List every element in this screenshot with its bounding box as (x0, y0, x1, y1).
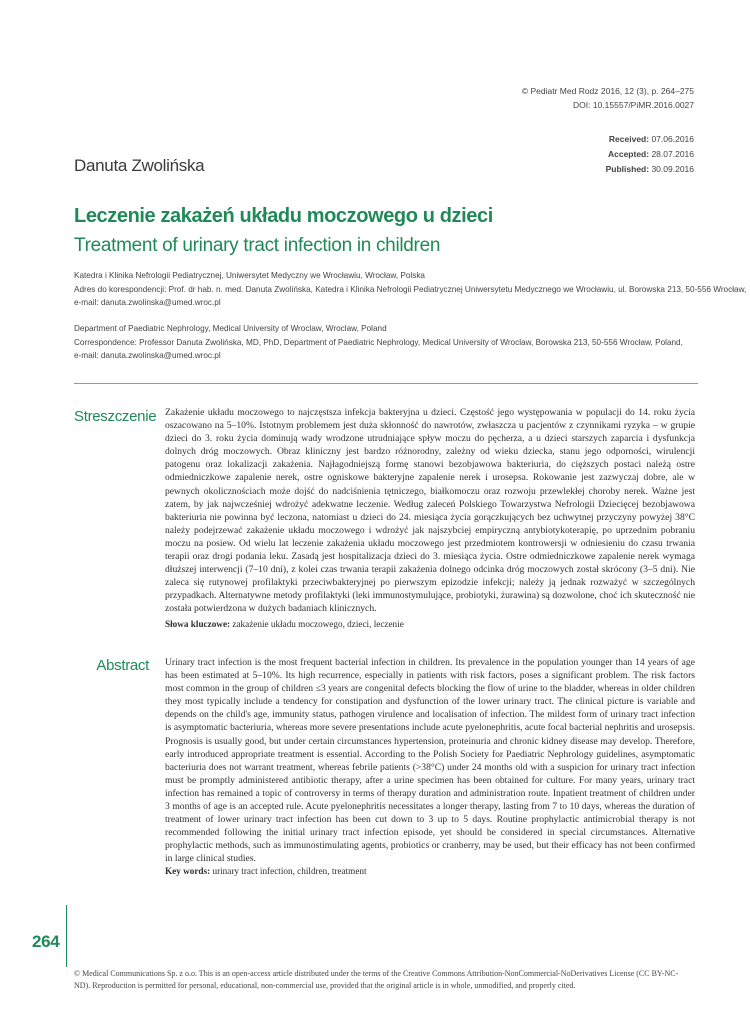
received-date: 07.06.2016 (651, 134, 694, 144)
page-number: 264 (32, 932, 60, 951)
doi: DOI: 10.15557/PiMR.2016.0027 (573, 100, 694, 110)
published-date-line (606, 162, 694, 177)
citation-block (522, 84, 694, 112)
divider (74, 383, 698, 384)
streszczenie-heading: Streszczenie (74, 408, 157, 425)
received-date-line (606, 132, 694, 147)
keywords-polish (165, 619, 695, 629)
journal-citation: © Pediatr Med Rodz 2016, 12 (3), p. 264–275 (521, 86, 694, 96)
keywords-label: Key words: (165, 866, 211, 876)
streszczenie-text: Zakażenie układu moczowego to najczęstsza infekcja bakteryjna u dzieci. Częstość jego występowania w populacji do 14. roku życia oszacowano na 5–10%. Istotnym problemem jest duża skłonność do nawrotów, zwłaszcza u pacjentów z czynnikami ryzyka – w grupie dzieci do 3. roku życia dominują wady wrodzone utrudniające spływ moczu do pęcherza, a u dzieci starszych zaparcia i dysfunkcja dolnych dróg moczowych. Obraz kliniczny jest bardzo różnorodny, zależny od wieku dziecka, stanu jego odporności, wirulencji patogenu oraz lokalizacji zakażenia. Najłagodniejszą formę stanowi bezobjawowa bakteriuria, do cięższych postaci należą ostre odmiedniczkowe zapalenie nerek, ostre ogniskowe bakteryjne zapalenie nerek i urosepsa. Rokowanie jest zazwyczaj dobre, ale w pewnych okolicznościach może dojść do nadciśnienia tętniczego, białkomoczu oraz rozwoju przewlekłej choroby nerek. Ważne jest zatem, by jak najwcześniej wdrożyć adekwatne leczenie. Według zaleceń Polskiego Towarzystwa Nefrologii Dziecięcej bezobjawowa bakteriuria nie powinna być leczona, natomiast u dzieci do 24. miesiąca życia gorączkujących bez uchwytnej przyczyny powyżej 38°C należy podejrzewać zakażenie układu moczowego i wdrożyć jak najszybciej empiryczną antybiotykoterapię, po uprzednim pobraniu moczu na posiew. Od wielu lat leczenie zakażenia układu moczowego jest przedmiotem kontrowersji w odniesieniu do czasu trwania terapii oraz drogi podania leku. Zasadą jest hospitalizacja dzieci do 3. miesiąca życia. Ostre odmiedniczkowe zapalenie nerek wymaga dłuższej interwencji (7–10 dni), z kolei czas trwania terapii zakażenia dolnego odcinka dróg moczowych został skrócony (3–5 dni). Nie zaleca się rutynowej profilaktyki przeciwbakteryjnej po pierwszym epizodzie infekcji; należy ją jednak rozważyć w szczególnych przypadkach. Alternatywne metody profilaktyki (leki immunostymulujące, probiotyki, żurawina) są dozwolone, choć ich skuteczność nie została potwierdzona w dużych badaniach klinicznych. (165, 407, 695, 615)
abstract-text: Urinary tract infection is the most frequent bacterial infection in children. Its prevalence in the population younger than 14 years of age has been estimated at 5–10%. Its high recurrence, especially in patients with risk factors, poses a significant problem. The risk factors most common in the group of children ≤3 years are congenital defects blocking the flow of urine to the bladder, whereas in older children they most typically include a tendency for constipation and dysfunction of the lower urinary tract. The clinical picture is variable and depends on the child's age, immunity status, pathogen virulence and localisation of infection. The mildest form of urinary tract infection is asymptomatic bacteriuria, whereas more severe presentations include acute pyelonephritis, acute focal bacterial nephritis and urosepsis. Prognosis is usually good, but under certain circumstances hypertension, proteinuria and chronic kidney disease may develop. Therefore, early introduced appropriate treatment is essential. According to the Polish Society for Paediatric Nephrology guidelines, asymptomatic bacteriuria does not warrant treatment, whereas febrile patients (>38°C) under 24 months old with a suspicion for urinary tract infection must be promptly administered antibiotic therapy, after a urine specimen has been obtained for culture. For many years, urinary tract infection has remained a topic of controversy in terms of therapy duration and administration route. Inpatient treatment of children under 3 months of age is an accepted rule. Acute pyelonephritis necessitates a longer therapy, lasting from 7 to 10 days, whereas the duration of treatment of lower urinary tract infection has been cut down to 3 up to 5 days. Routine prophylactic antimicrobial therapy is not recommended following the initial urinary tract infection episode, yet should be considered in special circumstances. Alternative prophylactic methods, such as immunostimulating agents, probiotics or cranberry, may be used, but their efficacy has not been confirmed in large clinical studies. (165, 657, 695, 865)
correspondence-line: Correspondence: Professor Danuta Zwolińska, MD, PhD, Department of Paediatric Nephrology, Medical University of Wroclaw, Borowska 213, 50-556 Wrocław, Poland, (74, 337, 683, 347)
correspondence-line: Adres do korespondencji: Prof. dr hab. n. med. Danuta Zwolińska, Katedra i Klinika Nefrologii Pediatrycznej Uniwersytetu Medycznego we Wrocławiu, ul. Borowska 213, 50-556 Wrocław, (74, 284, 747, 294)
affiliation-english (74, 322, 683, 363)
received-label: Received: (608, 134, 650, 144)
keywords-label: Słowa kluczowe: (165, 619, 231, 629)
abstract-heading: Abstract (96, 657, 149, 674)
affiliation-line: Department of Paediatric Nephrology, Medical University of Wroclaw, Wroclaw, Poland (74, 324, 387, 333)
accepted-date: 28.07.2016 (651, 149, 694, 159)
keywords-value: urinary tract infection, children, treatment (212, 866, 367, 876)
email-line: e-mail: danuta.zwolinska@umed.wroc.pl (74, 351, 221, 360)
accepted-label: Accepted: (607, 149, 650, 159)
affiliation-line: Katedra i Klinika Nefrologii Pediatrycznej, Uniwersytet Medyczny we Wrocławiu, Wrocław, Polska (74, 271, 425, 280)
accepted-date-line (606, 147, 694, 162)
keywords-english (165, 866, 695, 876)
published-date: 30.09.2016 (651, 164, 694, 174)
email-line: e-mail: danuta.zwolinska@umed.wroc.pl (74, 298, 221, 307)
page-marker-line (66, 905, 67, 967)
author-name: Danuta Zwolińska (74, 156, 205, 175)
title-english: Treatment of urinary tract infection in children (74, 235, 441, 256)
keywords-value: zakażenie układu moczowego, dzieci, leczenie (232, 619, 404, 629)
dates-block (606, 132, 694, 177)
license-footer: © Medical Communications Sp. z o.o. This is an open-access article distributed under the terms of the Creative Commons Attribution-NonCommercial-NoDerivatives License (CC BY-NC-ND). Reproduction is permitted for personal, educational, non-commercial use, provided that the original article is in whole, unmodified, and properly cited. (74, 969, 679, 990)
title-polish: Leczenie zakażeń układu moczowego u dzieci (74, 205, 493, 227)
affiliation-polish (74, 269, 746, 310)
published-label: Published: (605, 164, 650, 174)
